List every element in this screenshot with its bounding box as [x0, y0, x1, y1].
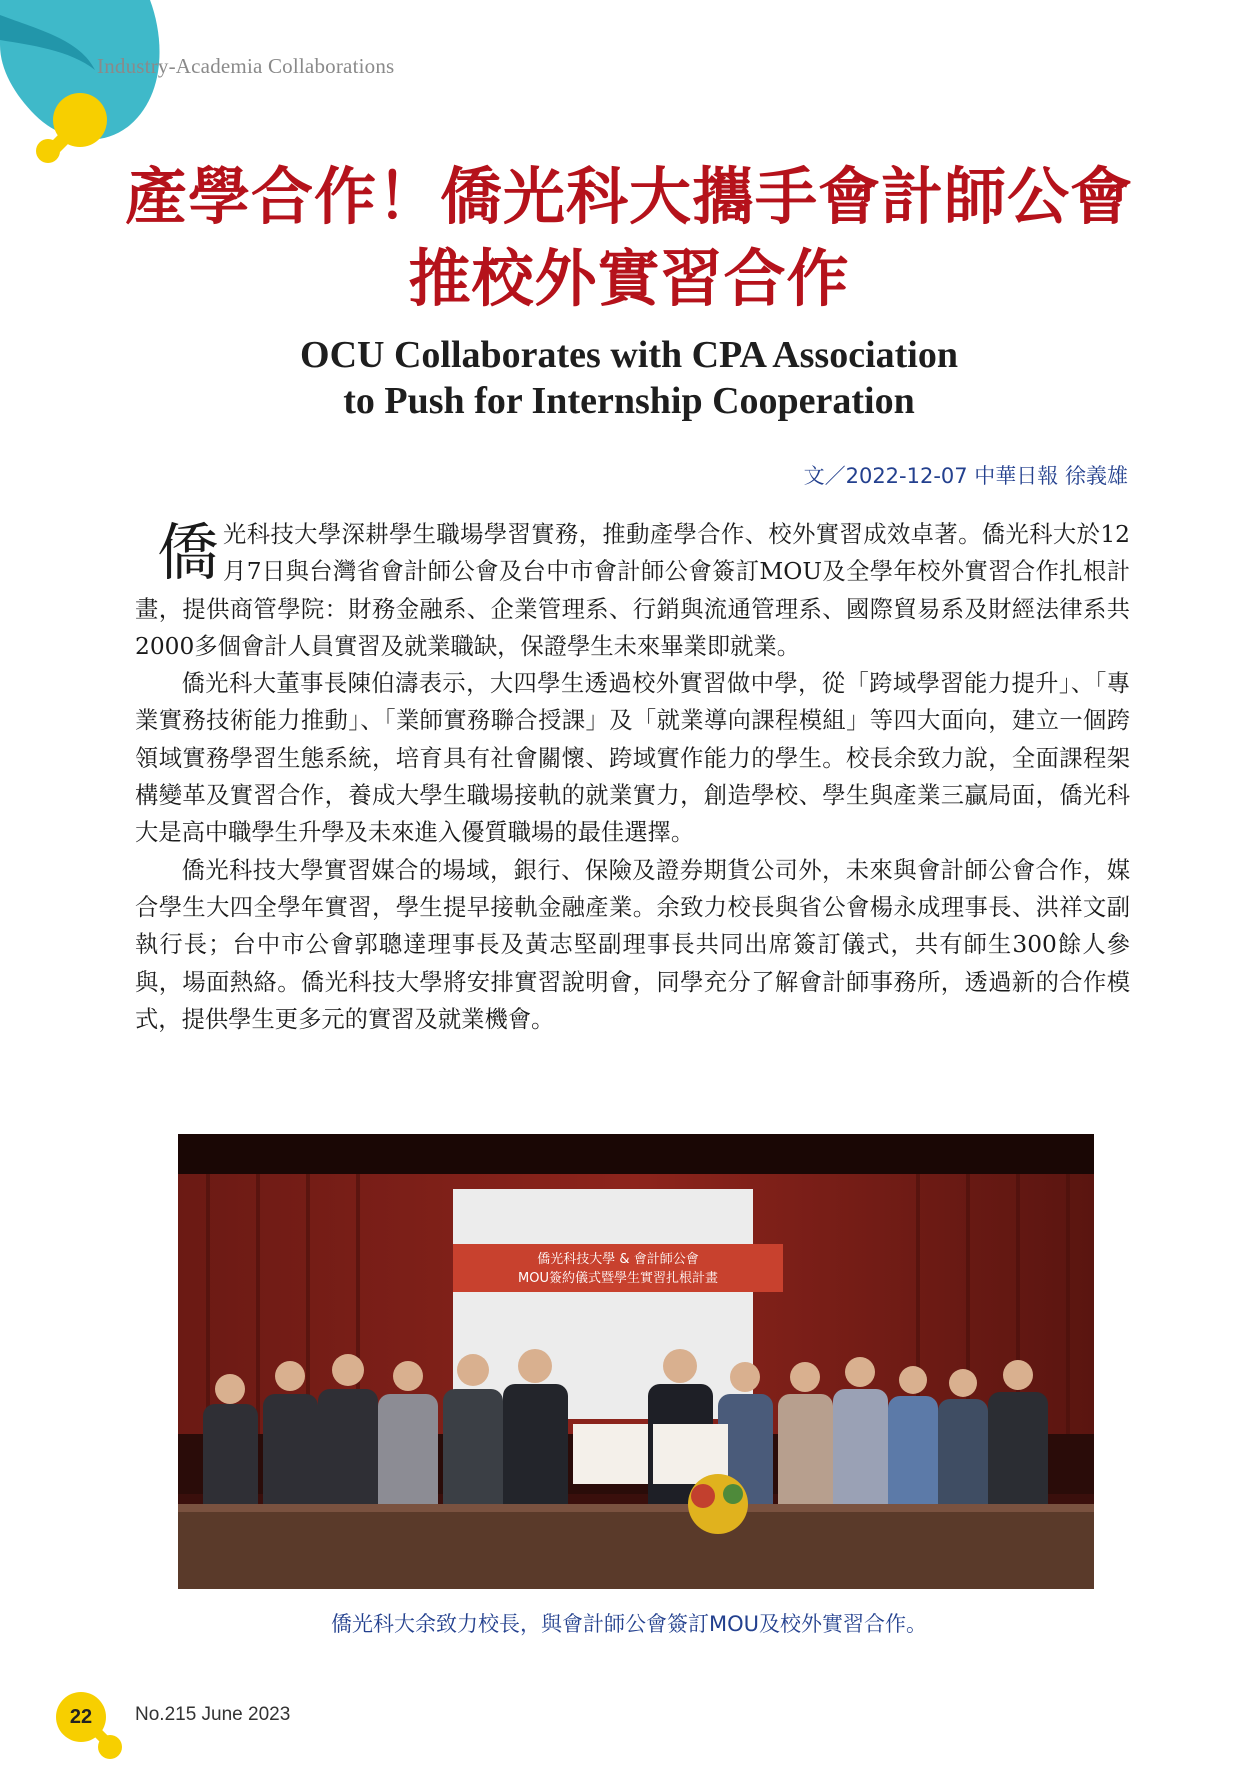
ceremony-photo-illustration [178, 1134, 1094, 1589]
byline: 文／2022-12-07 中華日報 徐義雄 [803, 464, 1128, 488]
title-english-line1: OCU Collaborates with CPA Association [300, 334, 958, 376]
front-table [178, 1504, 1094, 1589]
issue-label: No.215 June 2023 [135, 1704, 291, 1725]
top-valance [178, 1134, 1094, 1174]
drop-cap: 僑 [157, 516, 220, 589]
paragraph-1 [135, 516, 1130, 665]
title-english-line2: to Push for Internship Cooperation [343, 380, 915, 422]
paragraph-2: 僑光科大董事長陳伯濤表示，大四學生透過校外實習做中學，從「跨域學習能力提升」、「專業實務技術能力推動」、「業師實務聯合授課」及「就業導向課程模組」等四大面向，建立一個跨領域實務學習生態系統，培育具有社會關懷、跨域實作能力的學生。校長余致力說，全面課程架構變革及實習合作，養成大學生職場接軌的就業實力，創造學校、學生與產業三贏局面，僑光科大是高中職學生升學及未來進入優質職場的最佳選擇。 [135, 670, 1130, 847]
paragraph-1-text: 光科技大學深耕學生職場學習實務，推動產學合作、校外實習成效卓著。僑光科大於12月7日與台灣省會計師公會及台中市會計師公會簽訂MOU及全學年校外實習合作扎根計畫，提供商管學院：財務金融系、企業管理系、行銷與流通管理系、國際貿易系及財經法律系共2000多個會計人員實習及就業職缺，保證學生未來畢業即就業。 [135, 521, 1130, 660]
signed-document-left [573, 1424, 648, 1484]
title-chinese-line2: 推校外實習合作 [408, 242, 850, 315]
banner-text-line1: 僑光科技大學 & 會計師公會 [537, 1252, 699, 1267]
article-body [135, 516, 1130, 1038]
title-chinese-line1: 產學合作！僑光科大攜手會計師公會 [124, 160, 1133, 233]
projection-screen [453, 1189, 753, 1419]
ceremony-photo [178, 1134, 1094, 1589]
section-label: Industry-Academia Collaborations [97, 54, 395, 78]
page-number: 22 [56, 1692, 106, 1742]
page-number-small-dot [98, 1735, 122, 1759]
photo-caption: 僑光科大余致力校長，與會計師公會簽訂MOU及校外實習合作。 [330, 1612, 928, 1636]
banner-text-line2: MOU簽約儀式暨學生實習扎根計畫 [518, 1271, 718, 1286]
paragraph-3: 僑光科技大學實習媒合的場域，銀行、保險及證券期貨公司外，未來與會計師公會合作，媒合學生大四全學年實習，學生提早接軌金融產業。余致力校長與省公會楊永成理事長、洪祥文副執行長；台中市公會郭聰達理事長及黃志堅副理事長共同出席簽訂儀式，共有師生300餘人參與，場面熱絡。僑光科技大學將安排實習說明會，同學充分了解會計師事務所，透過新的合作模式，提供學生更多元的實習及就業機會。 [135, 856, 1130, 1033]
